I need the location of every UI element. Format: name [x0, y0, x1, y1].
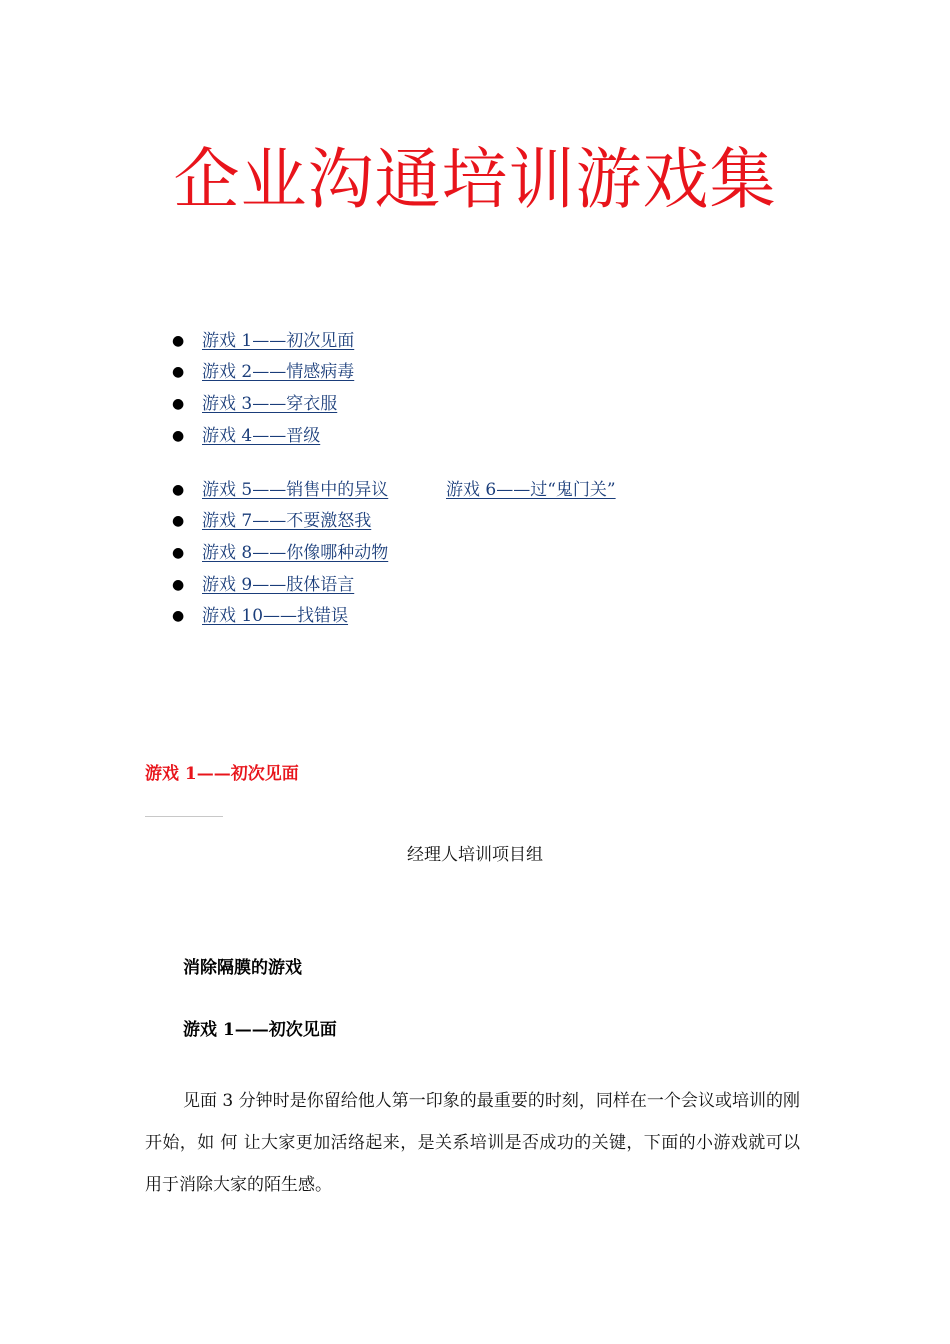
- toc-link-game-3[interactable]: 游戏 3——穿衣服: [202, 394, 338, 414]
- toc-link-game-6[interactable]: 游戏 6——过“鬼门关”: [446, 480, 616, 500]
- bullet-icon: ●: [172, 333, 185, 349]
- toc-link-game-5[interactable]: 游戏 5——销售中的异议: [202, 480, 389, 500]
- toc-link-game-7[interactable]: 游戏 7——不要激怒我: [202, 511, 372, 531]
- subheading-icebreaker: 消除隔膜的游戏: [183, 958, 302, 978]
- toc-link-game-8[interactable]: 游戏 8——你像哪种动物: [202, 543, 389, 563]
- bullet-icon: ●: [172, 545, 185, 561]
- toc-link-game-1[interactable]: 游戏 1——初次见面: [202, 331, 355, 351]
- bullet-icon: ●: [172, 364, 185, 380]
- toc-link-game-2[interactable]: 游戏 2——情感病毒: [202, 362, 355, 382]
- bullet-icon: ●: [172, 577, 185, 593]
- bullet-icon: ●: [172, 396, 185, 412]
- bullet-icon: ●: [172, 608, 185, 624]
- toc-link-game-10[interactable]: 游戏 10——找错误: [202, 606, 349, 626]
- bullet-icon: ●: [172, 513, 185, 529]
- section-heading: 游戏 1——初次见面: [145, 764, 299, 784]
- divider: [145, 816, 223, 817]
- bullet-icon: ●: [172, 428, 185, 444]
- toc-link-game-9[interactable]: 游戏 9——肢体语言: [202, 575, 355, 595]
- byline: 经理人培训项目组: [407, 845, 543, 865]
- body-paragraph: 见面 3 分钟时是你留给他人第一印象的最重要的时刻，同样在一个会议或培训的刚开始，如 何 让大家更加活络起来，是关系培训是否成功的关键，下面的小游戏就可以用于消除大家的陌生感。: [145, 1091, 800, 1195]
- document-title: 企业沟通培训游戏集: [173, 141, 777, 218]
- subheading-game-1: 游戏 1——初次见面: [183, 1020, 337, 1040]
- bullet-icon: ●: [172, 482, 185, 498]
- toc-link-game-4[interactable]: 游戏 4——晋级: [202, 426, 321, 446]
